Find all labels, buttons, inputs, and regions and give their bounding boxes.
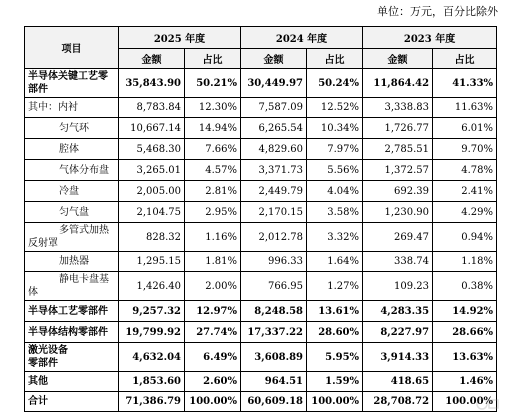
cell-amount-2024: 996.33 <box>241 252 307 272</box>
row-label: 腔体 <box>25 139 119 160</box>
row-label: 合计 <box>25 392 119 412</box>
table-row <box>25 372 497 392</box>
cell-ratio-2023: 1.18% <box>433 252 497 272</box>
cell-ratio-2025: 2.81% <box>185 181 241 202</box>
cell-ratio-2025: 12.97% <box>185 301 241 322</box>
cell-amount-2024: 2,449.79 <box>241 181 307 202</box>
cell-amount-2024: 4,829.60 <box>241 139 307 160</box>
header-ratio: 占比 <box>185 49 241 69</box>
cell-amount-2023: 3,338.83 <box>363 98 433 118</box>
cell-ratio-2025: 1.81% <box>185 252 241 272</box>
cell-amount-2024: 60,609.18 <box>241 392 307 412</box>
table-row <box>25 301 497 322</box>
row-label: 半导体工艺零部件 <box>25 301 119 322</box>
watermark-logo-icon <box>476 396 500 412</box>
row-label: 匀气环 <box>25 118 119 139</box>
cell-ratio-2023: 0.38% <box>433 272 497 301</box>
row-label: 其他 <box>25 372 119 392</box>
row-label: 加热器 <box>25 252 119 272</box>
header-year-2023: 2023 年度 <box>363 27 497 49</box>
cell-ratio-2025: 7.66% <box>185 139 241 160</box>
cell-amount-2024: 2,170.15 <box>241 202 307 223</box>
header-year-2024: 2024 年度 <box>241 27 363 49</box>
cell-ratio-2025: 4.57% <box>185 160 241 181</box>
cell-amount-2025: 8,783.84 <box>119 98 185 118</box>
cell-amount-2025: 1,426.40 <box>119 272 185 301</box>
cell-ratio-2025: 27.74% <box>185 322 241 343</box>
cell-amount-2023: 338.74 <box>363 252 433 272</box>
table-row <box>25 118 497 139</box>
cell-ratio-2025: 2.00% <box>185 272 241 301</box>
cell-amount-2023: 109.23 <box>363 272 433 301</box>
cell-ratio-2025: 1.16% <box>185 223 241 252</box>
cell-amount-2025: 2,005.00 <box>119 181 185 202</box>
row-label: 半导体关键工艺零 部件 <box>25 69 119 98</box>
cell-ratio-2024: 4.04% <box>307 181 363 202</box>
table-row <box>25 223 497 252</box>
cell-amount-2025: 19,799.92 <box>119 322 185 343</box>
cell-amount-2025: 71,386.79 <box>119 392 185 412</box>
cell-amount-2023: 692.39 <box>363 181 433 202</box>
cell-amount-2025: 10,667.14 <box>119 118 185 139</box>
header-year-2025: 2025 年度 <box>119 27 241 49</box>
cell-ratio-2023: 9.70% <box>433 139 497 160</box>
cell-ratio-2023: 14.92% <box>433 301 497 322</box>
cell-amount-2023: 269.47 <box>363 223 433 252</box>
cell-amount-2024: 17,337.22 <box>241 322 307 343</box>
table-row <box>25 160 497 181</box>
cell-ratio-2025: 14.94% <box>185 118 241 139</box>
cell-ratio-2025: 2.95% <box>185 202 241 223</box>
cell-amount-2023: 1,726.77 <box>363 118 433 139</box>
cell-amount-2023: 28,708.72 <box>363 392 433 412</box>
cell-amount-2025: 4,632.04 <box>119 343 185 372</box>
cell-ratio-2024: 1.59% <box>307 372 363 392</box>
cell-ratio-2024: 28.60% <box>307 322 363 343</box>
cell-amount-2023: 11,864.42 <box>363 69 433 98</box>
cell-amount-2025: 1,295.15 <box>119 252 185 272</box>
cell-amount-2023: 1,372.57 <box>363 160 433 181</box>
cell-ratio-2024: 5.95% <box>307 343 363 372</box>
cell-ratio-2024: 3.58% <box>307 202 363 223</box>
cell-ratio-2023: 1.46% <box>433 372 497 392</box>
table-row <box>25 139 497 160</box>
row-label: 激光设备 零部件 <box>25 343 119 372</box>
header-amount: 金额 <box>363 49 433 69</box>
cell-amount-2024: 7,587.09 <box>241 98 307 118</box>
cell-amount-2025: 9,257.32 <box>119 301 185 322</box>
row-label: 匀气盘 <box>25 202 119 223</box>
cell-amount-2025: 5,468.30 <box>119 139 185 160</box>
cell-amount-2024: 964.51 <box>241 372 307 392</box>
cell-amount-2025: 3,265.01 <box>119 160 185 181</box>
unit-note: 单位：万元，百分比除外 <box>377 5 498 18</box>
cell-amount-2025: 828.32 <box>119 223 185 252</box>
cell-ratio-2023: 28.66% <box>433 322 497 343</box>
cell-amount-2023: 3,914.33 <box>363 343 433 372</box>
row-label: 多管式加热 反射罩 <box>25 223 119 252</box>
header-item: 项目 <box>25 27 119 69</box>
table-row <box>25 181 497 202</box>
cell-amount-2025: 35,843.90 <box>119 69 185 98</box>
row-label: 半导体结构零部件 <box>25 322 119 343</box>
cell-amount-2024: 6,265.54 <box>241 118 307 139</box>
cell-ratio-2025: 6.49% <box>185 343 241 372</box>
revenue-breakdown-table <box>24 26 497 412</box>
header-ratio: 占比 <box>433 49 497 69</box>
cell-ratio-2023: 0.94% <box>433 223 497 252</box>
table-row <box>25 252 497 272</box>
cell-amount-2023: 418.65 <box>363 372 433 392</box>
cell-ratio-2024: 1.27% <box>307 272 363 301</box>
cell-amount-2024: 2,012.78 <box>241 223 307 252</box>
cell-amount-2024: 8,248.58 <box>241 301 307 322</box>
cell-amount-2024: 3,371.73 <box>241 160 307 181</box>
table-row <box>25 69 497 98</box>
cell-amount-2024: 30,449.97 <box>241 69 307 98</box>
cell-ratio-2023: 2.41% <box>433 181 497 202</box>
header-ratio: 占比 <box>307 49 363 69</box>
cell-ratio-2023: 4.29% <box>433 202 497 223</box>
table-row <box>25 272 497 301</box>
cell-ratio-2023: 4.78% <box>433 160 497 181</box>
cell-ratio-2024: 13.61% <box>307 301 363 322</box>
cell-ratio-2023: 13.63% <box>433 343 497 372</box>
row-label: 其中：内衬 <box>25 98 119 118</box>
cell-ratio-2025: 12.30% <box>185 98 241 118</box>
cell-amount-2023: 4,283.35 <box>363 301 433 322</box>
cell-ratio-2024: 10.34% <box>307 118 363 139</box>
cell-amount-2025: 1,853.60 <box>119 372 185 392</box>
cell-amount-2023: 8,227.97 <box>363 322 433 343</box>
cell-amount-2024: 3,608.89 <box>241 343 307 372</box>
cell-amount-2025: 2,104.75 <box>119 202 185 223</box>
cell-amount-2024: 766.95 <box>241 272 307 301</box>
cell-ratio-2024: 50.24% <box>307 69 363 98</box>
cell-ratio-2023: 100.00% <box>433 392 497 412</box>
cell-ratio-2025: 100.00% <box>185 392 241 412</box>
cell-ratio-2024: 5.56% <box>307 160 363 181</box>
cell-ratio-2024: 12.52% <box>307 98 363 118</box>
cell-ratio-2023: 6.01% <box>433 118 497 139</box>
row-label: 气体分布盘 <box>25 160 119 181</box>
cell-amount-2023: 2,785.51 <box>363 139 433 160</box>
cell-ratio-2023: 11.63% <box>433 98 497 118</box>
table-row <box>25 392 497 412</box>
header-amount: 金额 <box>241 49 307 69</box>
row-label: 冷盘 <box>25 181 119 202</box>
cell-ratio-2023: 41.33% <box>433 69 497 98</box>
row-label: 静电卡盘基 体 <box>25 272 119 301</box>
cell-ratio-2025: 50.21% <box>185 69 241 98</box>
table-row <box>25 202 497 223</box>
table-row <box>25 322 497 343</box>
table-row <box>25 98 497 118</box>
cell-ratio-2025: 2.60% <box>185 372 241 392</box>
cell-ratio-2024: 100.00% <box>307 392 363 412</box>
cell-amount-2023: 1,230.90 <box>363 202 433 223</box>
table-row <box>25 343 497 372</box>
cell-ratio-2024: 1.64% <box>307 252 363 272</box>
header-amount: 金额 <box>119 49 185 69</box>
cell-ratio-2024: 7.97% <box>307 139 363 160</box>
cell-ratio-2024: 3.32% <box>307 223 363 252</box>
